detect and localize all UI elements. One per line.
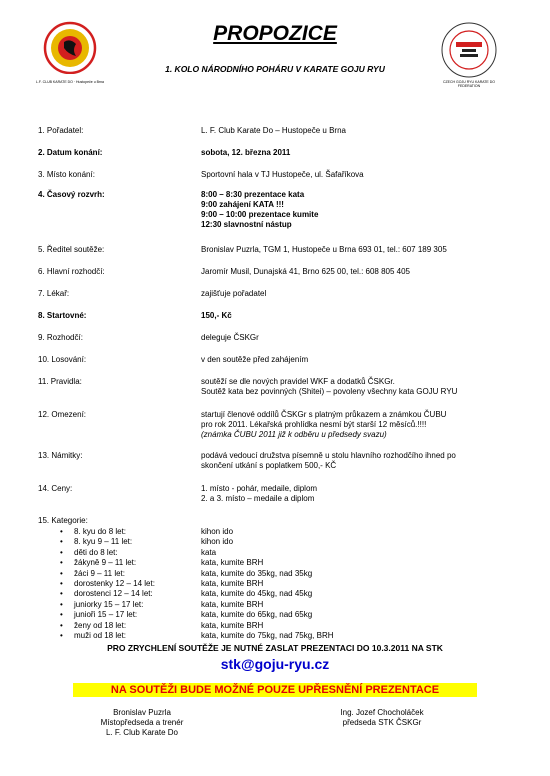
- row-value: 150,- Kč: [201, 311, 232, 320]
- page-subtitle: 1. KOLO NÁRODNÍHO POHÁRU V KARATE GOJU RYU: [165, 64, 385, 74]
- row-label: 2. Datum konání:: [38, 148, 103, 157]
- row-value: Bronislav Puzrla, TGM 1, Hustopeče u Brna 693 01, tel.: 607 189 305: [201, 245, 447, 254]
- category-row: [38, 548, 518, 558]
- row-value: [201, 190, 521, 230]
- row-value: [201, 484, 521, 504]
- on-site-notice: NA SOUTĚŽI BUDE MOŽNÉ POUZE UPŘESNĚNÍ PREZENTACE: [73, 683, 477, 697]
- row-label: 6. Hlavní rozhodčí:: [38, 267, 105, 276]
- signature-name: Ing. Jozef Chocholáček: [340, 708, 424, 717]
- row-label: 7. Lékař:: [38, 289, 70, 298]
- signature-club: L. F. Club Karate Do: [105, 728, 179, 737]
- schedule-line: 9:00 – 10:00 prezentace kumite: [201, 210, 319, 219]
- registration-notice: PRO ZRYCHLENÍ SOUTĚŽE JE NUTNÉ ZASLAT PREZENTACI DO 10.3.2011 NA STK: [107, 643, 443, 653]
- row-label: 10. Losování:: [38, 355, 87, 364]
- bullet: •: [60, 579, 63, 588]
- category-row: [38, 537, 518, 547]
- category-value: kata, kumite BRH: [201, 620, 264, 630]
- row-value: sobota, 12. března 2011: [201, 148, 291, 157]
- row-label: 1. Pořadatel:: [38, 126, 84, 135]
- category-value: kata, kumite BRH: [201, 558, 264, 568]
- category-value: kata, kumite BRH: [201, 579, 264, 588]
- row-label: 12. Omezení:: [38, 410, 87, 419]
- row-value: v den soutěže před zahájením: [201, 355, 309, 364]
- left-logo-caption: L.F. CLUB KARATE DO · Hustopeče u Brna: [35, 80, 105, 84]
- category-label: děti do 8 let:: [74, 547, 118, 557]
- right-logo-caption: CZECH GOJU RYU KARATE DO FEDERATION: [443, 80, 495, 88]
- category-value: kata, kumite do 65kg, nad 65kg: [201, 610, 313, 620]
- row-label: 3. Místo konání:: [38, 170, 95, 179]
- category-value: kata: [201, 547, 217, 557]
- bullet: •: [60, 589, 63, 599]
- bullet: •: [60, 631, 63, 640]
- signature-left: [52, 708, 232, 738]
- signature-role: předseda STK ČSKGr: [342, 718, 422, 727]
- rules-line: soutěží se dle nových pravidel WKF a dodatků ČSKGr.: [201, 377, 395, 386]
- category-row: [38, 631, 518, 641]
- rules-line: Soutěž kata bez povinných (Shitei) – povoleny všechny kata GOJU RYU: [201, 387, 458, 396]
- schedule-line: 12:30 slavnostní nástup: [201, 220, 292, 229]
- bullet: •: [60, 610, 63, 620]
- bullet: •: [60, 537, 63, 547]
- row-value: [201, 451, 521, 471]
- bullet: •: [60, 547, 63, 557]
- bullet: •: [60, 599, 63, 609]
- page-title: PROPOZICE: [213, 22, 337, 45]
- category-label: žáci 9 – 11 let:: [74, 568, 125, 578]
- schedule-line: 8:00 – 8:30 prezentace kata: [201, 190, 305, 199]
- prize-line: 2. a 3. místo – medaile a diplom: [201, 494, 315, 503]
- category-label: muži od 18 let:: [74, 631, 127, 640]
- row-label: 13. Námitky:: [38, 451, 83, 460]
- row-label: 9. Rozhodčí:: [38, 333, 83, 342]
- restriction-line: startují členové oddílů ČSKGr s platným průkazem a známkou ČUBU: [201, 410, 447, 419]
- category-label: 8. kyu do 8 let:: [74, 527, 127, 536]
- prize-line: 1. místo - pohár, medaile, diplom: [201, 484, 318, 493]
- row-value: Jaromír Musil, Dunajská 41, Brno 625 00, tel.: 608 805 405: [201, 267, 411, 276]
- row-label: 5. Ředitel soutěže:: [38, 245, 105, 254]
- category-row: [38, 600, 518, 610]
- category-row: [38, 569, 518, 579]
- category-label: dorostenci 12 – 14 let:: [74, 589, 153, 599]
- row-label: 11. Pravidla:: [38, 377, 82, 386]
- category-row: [38, 527, 518, 537]
- category-value: kihon ido: [201, 527, 234, 536]
- category-value: kata, kumite BRH: [201, 599, 264, 609]
- contact-email[interactable]: stk@goju-ryu.cz: [220, 656, 330, 672]
- objection-line: skončení utkání s poplatkem 500,- KČ: [201, 461, 337, 470]
- row-value: [201, 377, 521, 397]
- bullet: •: [60, 620, 63, 630]
- row-label: 8. Startovné:: [38, 311, 87, 320]
- restriction-line: pro rok 2011. Lékařská prohlídka nesmí být starší 12 měsíců.!!!!: [201, 420, 427, 429]
- category-value: kata, kumite do 35kg, nad 35kg: [201, 568, 313, 578]
- category-row: [38, 558, 518, 568]
- row-label: 4. Časový rozvrh:: [38, 190, 105, 199]
- bullet: •: [60, 568, 63, 578]
- row-value: zajišťuje pořadatel: [201, 289, 267, 298]
- schedule-line: 9:00 zahájení KATA !!!: [201, 200, 284, 209]
- restriction-note: (známka ČUBU 2011 již k odběru u předsedy svazu): [201, 430, 387, 439]
- category-value: kata, kumite do 75kg, nad 75kg, BRH: [201, 631, 334, 640]
- category-row: [38, 621, 518, 631]
- row-value: deleguje ČSKGr: [201, 333, 259, 342]
- row-value: Sportovní hala v TJ Hustopeče, ul. Šafaříkova: [201, 170, 364, 179]
- category-value: kata, kumite do 45kg, nad 45kg: [201, 589, 313, 599]
- row-value: [201, 410, 521, 440]
- category-label: ženy od 18 let:: [74, 620, 127, 630]
- row-label: 15. Kategorie:: [38, 516, 88, 525]
- category-row: [38, 579, 518, 589]
- category-label: juniorky 15 – 17 let:: [74, 599, 144, 609]
- signature-role: Místopředseda a trenér: [100, 718, 184, 727]
- signature-name: Bronislav Puzrla: [113, 708, 171, 717]
- category-label: 8. kyu 9 – 11 let:: [74, 537, 133, 547]
- row-label: 14. Ceny:: [38, 484, 73, 493]
- bullet: •: [60, 558, 63, 568]
- category-row: [38, 610, 518, 620]
- bullet: •: [60, 527, 63, 536]
- category-label: dorostenky 12 – 14 let:: [74, 579, 155, 588]
- category-label: junioři 15 – 17 let:: [74, 610, 138, 620]
- signature-right: [292, 708, 472, 728]
- category-label: žákyně 9 – 11 let:: [74, 558, 137, 568]
- category-value: kihon ido: [201, 537, 234, 547]
- objection-line: podává vedoucí družstva písemně u stolu hlavního rozhodčího ihned po: [201, 451, 456, 460]
- row-value: L. F. Club Karate Do – Hustopeče u Brna: [201, 126, 346, 135]
- category-row: [38, 589, 518, 599]
